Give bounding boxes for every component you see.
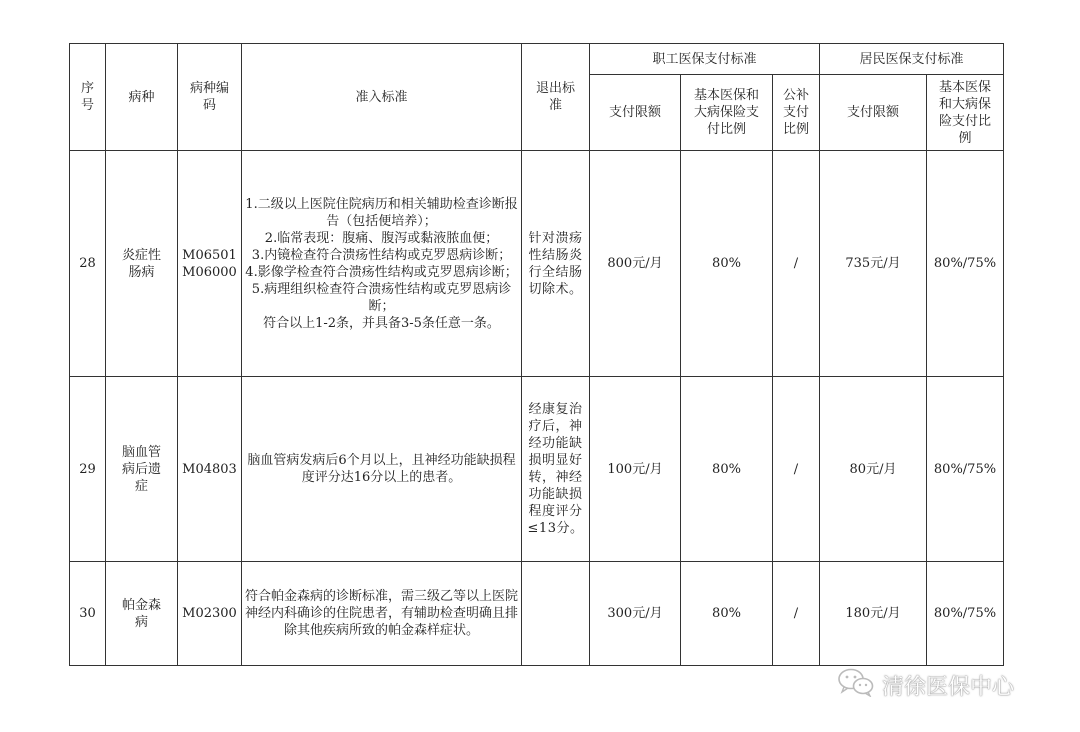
header-emp-ratio: 基本医保和大病保险支付比例	[681, 75, 773, 151]
admission-line: 脑血管病发病后6个月以上，且神经功能缺损程度评分达16分以上的患者。	[247, 453, 516, 485]
table-row	[70, 377, 1004, 562]
watermark	[836, 668, 1014, 702]
admission-line: 符合帕金森病的诊断标准，需三级乙等以上医院神经内科确诊的住院患者，有辅助检查明确且排除其他疾病所致的帕金森样症状。	[244, 589, 518, 638]
row-code	[178, 562, 242, 666]
header-emp-limit: 支付限额	[590, 75, 681, 151]
table-row	[70, 151, 1004, 377]
row-emp-limit: 300元/月	[590, 562, 681, 666]
row-res-limit: 80元/月	[820, 377, 927, 562]
admission-line: 符合以上1-2条，并具备3-5条任意一条。	[263, 315, 500, 331]
header-res-ratio: 基本医保和大病保险支付比例	[927, 75, 1004, 151]
row-res-limit: 180元/月	[820, 562, 927, 666]
admission-line: 3.内镜检查符合溃疡性结构或克罗恩病诊断；	[251, 247, 512, 263]
row-emp-public: /	[773, 377, 820, 562]
code-line: M04803	[182, 461, 237, 477]
header-res-limit: 支付限额	[820, 75, 927, 151]
header-disease: 病种	[106, 44, 178, 151]
header-employee-group: 职工医保支付标准	[590, 44, 820, 75]
row-emp-ratio: 80%	[681, 562, 773, 666]
row-disease: 帕金森病	[106, 562, 178, 666]
row-exit: 针对溃疡性结肠炎行全结肠切除术。	[522, 151, 590, 377]
row-disease: 炎症性肠病	[106, 151, 178, 377]
code-line: M06000	[182, 264, 237, 280]
row-exit	[522, 562, 590, 666]
header-code: 病种编码	[178, 44, 242, 151]
wechat-icon	[836, 667, 876, 703]
row-admission	[242, 377, 522, 562]
header-emp-public: 公补支付比例	[773, 75, 820, 151]
row-exit: 经康复治疗后，神经功能缺损明显好转，神经功能缺损程度评分≤13分。	[522, 377, 590, 562]
row-emp-ratio: 80%	[681, 377, 773, 562]
row-admission	[242, 562, 522, 666]
row-seq: 28	[70, 151, 106, 377]
row-disease: 脑血管病后遗症	[106, 377, 178, 562]
row-emp-ratio: 80%	[681, 151, 773, 377]
payment-standard-table	[69, 43, 1004, 666]
admission-line: 5.病理组织检查符合溃疡性结构或克罗恩病诊断；	[251, 281, 512, 314]
row-res-ratio: 80%/75%	[927, 377, 1004, 562]
code-line: M06501	[182, 247, 237, 263]
table-row	[70, 562, 1004, 666]
header-resident-group: 居民医保支付标准	[820, 44, 1004, 75]
watermark-text: 清徐医保中心	[882, 674, 1015, 700]
admission-line: 4.影像学检查符合溃疡性结构或克罗恩病诊断；	[245, 264, 518, 280]
row-res-limit: 735元/月	[820, 151, 927, 377]
row-code	[178, 377, 242, 562]
row-seq: 29	[70, 377, 106, 562]
admission-line: 2.临常表现：腹痛、腹泻或黏液脓血便；	[264, 230, 499, 246]
row-res-ratio: 80%/75%	[927, 562, 1004, 666]
row-admission	[242, 151, 522, 377]
row-code	[178, 151, 242, 377]
code-line: M02300	[182, 606, 237, 621]
header-exit: 退出标准	[522, 44, 590, 151]
row-emp-public: /	[773, 562, 820, 666]
row-emp-limit: 100元/月	[590, 377, 681, 562]
header-admission: 准入标准	[242, 44, 522, 151]
row-emp-public: /	[773, 151, 820, 377]
header-seq: 序号	[70, 44, 106, 151]
row-emp-limit: 800元/月	[590, 151, 681, 377]
admission-line: 1.二级以上医院住院病历和相关辅助检查诊断报告（包括便培养）；	[245, 196, 518, 229]
row-seq: 30	[70, 562, 106, 666]
row-res-ratio: 80%/75%	[927, 151, 1004, 377]
